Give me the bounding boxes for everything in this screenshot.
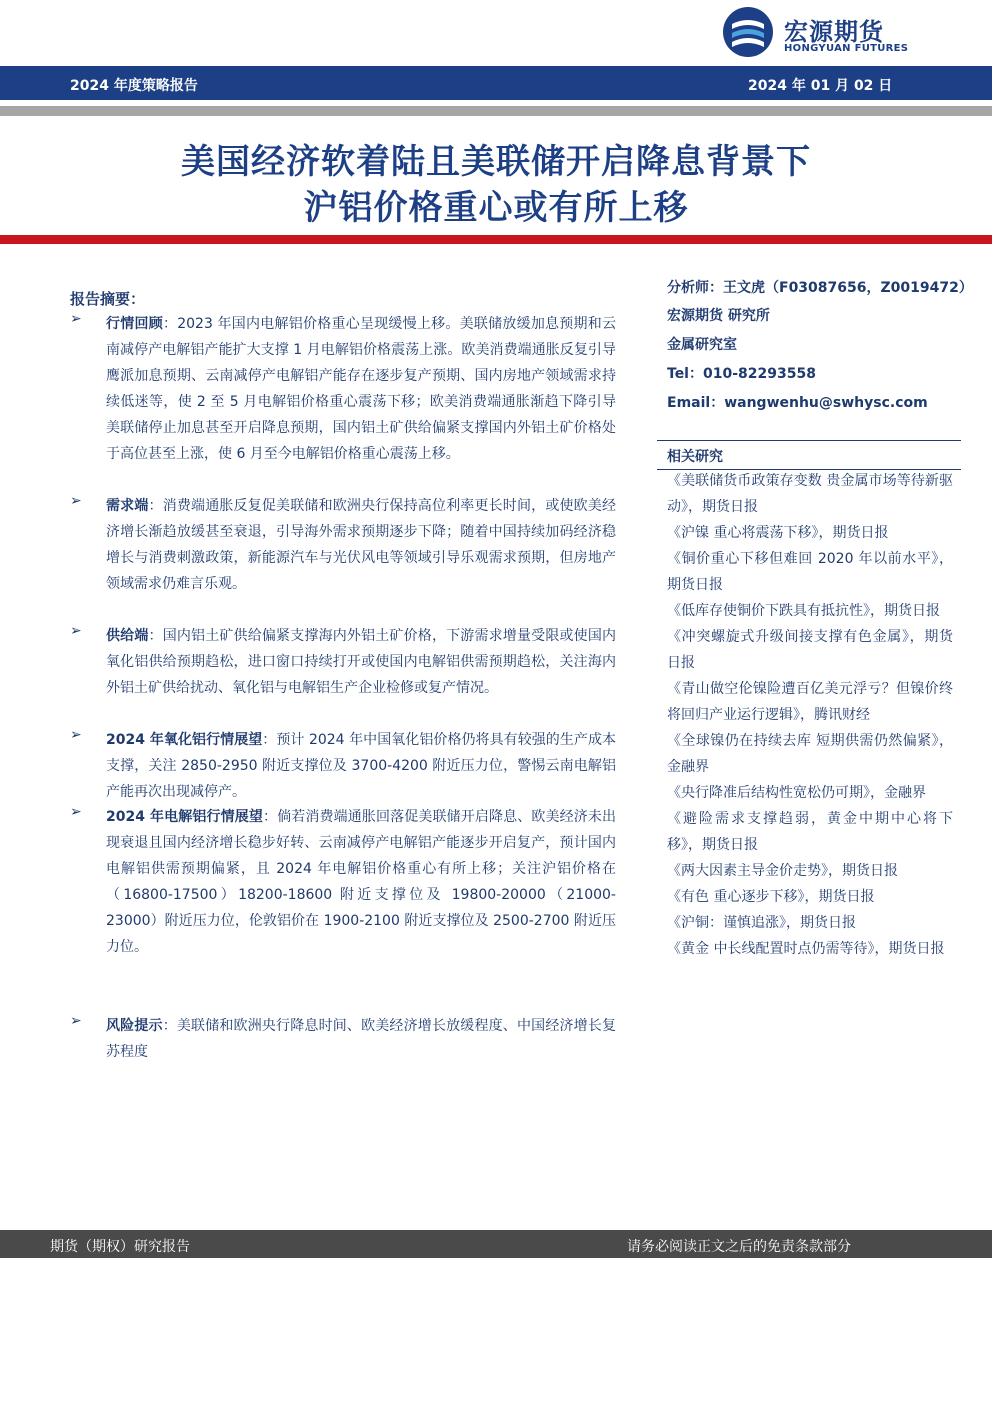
arrow-bullet-icon: ➢ (70, 623, 82, 639)
related-item[interactable]: 《低库存使铜价下跌具有抵抗性》，期货日报 (667, 603, 940, 619)
abstract-item-sep: ： (148, 628, 163, 644)
page-title-line1: 美国经济软着陆且美联储开启降息背景下 (181, 142, 811, 182)
abstract-item (70, 804, 616, 960)
abstract-item-body: 2023 年国内电解铝价格重心呈现缓慢上移。美联储放缓加息预期和云南减停产电解铝产能扩大支撑 1 月电解铝价格震荡上涨。欧美消费端通胀反复引导鹰派加息预期、云南减停产电解铝产能存在逐步复产预期、国内房地产领域需求持续低迷等，使 2 至 5 月电解铝价格重心震荡下移；欧美消费端通胀渐趋下降引导美联储停止加息甚至开启降息预期，国内铝土矿供给偏紧支撑国内外铝土矿价格处于高位甚至上涨，使 6 月至今电解铝价格重心震荡上移。 (106, 316, 617, 462)
risk-item (70, 1013, 616, 1065)
analyst-dept: 金属研究室 (667, 337, 737, 353)
arrow-bullet-icon: ➢ (70, 804, 82, 820)
related-item[interactable]: 《避险需求支撑趋弱，黄金中期中心将下移》，期货日报 (667, 811, 953, 853)
report-date: 2024 年 01 月 02 日 (748, 78, 893, 94)
related-item[interactable]: 《沪铜：谨慎追涨》，期货日报 (667, 915, 856, 931)
title-divider (0, 235, 992, 244)
analyst-email[interactable]: Email：wangwenhu@swhysc.com (667, 395, 928, 411)
related-research-list (667, 468, 953, 962)
risk-sep: ： (162, 1018, 177, 1034)
header-bar (0, 66, 992, 100)
abstract-item-sep: ： (162, 316, 178, 332)
arrow-bullet-icon: ➢ (70, 1013, 82, 1029)
page-title-line2: 沪铝价格重心或有所上移 (303, 188, 689, 228)
abstract-item-body: 预计 2024 年中国氧化铝价格仍将具有较强的生产成本支撑，关注 2850-2950 附近支撑位及 3700-4200 附近压力位，警惕云南电解铝产能再次出现减停产。 (106, 732, 617, 800)
abstract-item-heading: 2024 年电解铝行情展望 (106, 809, 263, 825)
abstract-item (70, 493, 616, 597)
abstract-item (70, 727, 616, 805)
brand-name-cn: 宏源期货 (784, 18, 884, 46)
arrow-bullet-icon: ➢ (70, 727, 82, 743)
footer-left: 期货（期权）研究报告 (50, 1239, 190, 1255)
related-item[interactable]: 《两大因素主导金价走势》，期货日报 (667, 863, 898, 879)
abstract-item-sep: ： (262, 732, 277, 748)
related-item[interactable]: 《冲突螺旋式升级间接支撑有色金属》，期货日报 (667, 629, 953, 671)
abstract-item-sep: ： (262, 809, 278, 825)
related-item[interactable]: 《沪镍 重心将震荡下移》，期货日报 (667, 525, 889, 541)
abstract-item-heading: 需求端 (106, 498, 149, 514)
related-item[interactable]: 《央行降准后结构性宽松仍可期》，金融界 (667, 785, 926, 801)
risk-heading: 风险提示 (106, 1018, 163, 1034)
related-item[interactable]: 《青山做空伦镍险遭百亿美元浮亏？但镍价终将回归产业运行逻辑》，腾讯财经 (667, 681, 953, 723)
abstract-item-heading: 行情回顾 (106, 316, 163, 332)
analyst-name: 分析师：王文虎（F03087656，Z0019472） (667, 280, 973, 296)
header-divider (0, 106, 992, 116)
related-item[interactable]: 《黄金 中长线配置时点仍需等待》，期货日报 (667, 941, 945, 957)
related-item[interactable]: 《全球镍仍在持续去库 短期供需仍然偏紧》，金融界 (667, 733, 953, 775)
logo-mark-icon (718, 6, 778, 58)
footer-disclaimer: 请务必阅读正文之后的免责条款部分 (627, 1239, 851, 1255)
brand-logo (718, 6, 938, 58)
related-item[interactable]: 《美联储货币政策存变数 贵金属市场等待新驱动》，期货日报 (667, 473, 953, 515)
abstract-item (70, 623, 616, 701)
report-type: 2024 年度策略报告 (70, 78, 198, 94)
abstract-item-heading: 2024 年氧化铝行情展望 (106, 732, 263, 748)
arrow-bullet-icon: ➢ (70, 493, 82, 509)
analyst-tel: Tel：010-82293558 (667, 366, 816, 382)
analyst-company: 宏源期货 研究所 (667, 308, 770, 324)
abstract-item-body: 倘若消费端通胀回落促美联储开启降息、欧美经济未出现衰退且国内经济增长稳步好转、云南减停产电解铝产能逐步开启复产，预计国内电解铝供需预期偏紧，且 2024 年电解铝价格重心有所上移；关注沪铝价格在（16800-17500）18200-18600 附近支撑位及 19800-20000（21000-23000）附近压力位，伦敦铝价在 1900-2100 附近支撑位及 2500-2700 附近压力位。 (106, 809, 617, 955)
abstract-item-sep: ： (148, 498, 163, 514)
abstract-label: 报告摘要： (70, 290, 146, 308)
risk-body: 美联储和欧洲央行降息时间、欧美经济增长放缓程度、中国经济增长复苏程度 (106, 1018, 617, 1060)
related-research-title: 相关研究 (667, 449, 723, 465)
abstract-item-body: 消费端通胀反复促美联储和欧洲央行保持高位利率更长时间，或使欧美经济增长渐趋放缓甚至衰退，引导海外需求预期逐步下降；随着中国持续加码经济稳增长与消费刺激政策，新能源汽车与光伏风电等领域引导乐观需求预期，但房地产领域需求仍难言乐观。 (106, 498, 616, 592)
related-research-header (657, 440, 961, 470)
related-item[interactable]: 《有色 重心逐步下移》，期货日报 (667, 889, 875, 905)
abstract-item-heading: 供给端 (106, 628, 149, 644)
footer-bar (0, 1230, 992, 1258)
related-item[interactable]: 《铜价重心下移但难回 2020 年以前水平》，期货日报 (667, 551, 953, 593)
abstract-item (70, 311, 616, 467)
abstract-item-body: 国内铝土矿供给偏紧支撑海内外铝土矿价格，下游需求增量受限或使国内氧化铝供给预期趋松，进口窗口持续打开或使国内电解铝供需预期趋松，关注海内外铝土矿供给扰动、氧化铝与电解铝生产企业检修或复产情况。 (106, 628, 616, 696)
arrow-bullet-icon: ➢ (70, 311, 82, 327)
brand-name-en: HONGYUAN FUTURES (784, 43, 909, 54)
